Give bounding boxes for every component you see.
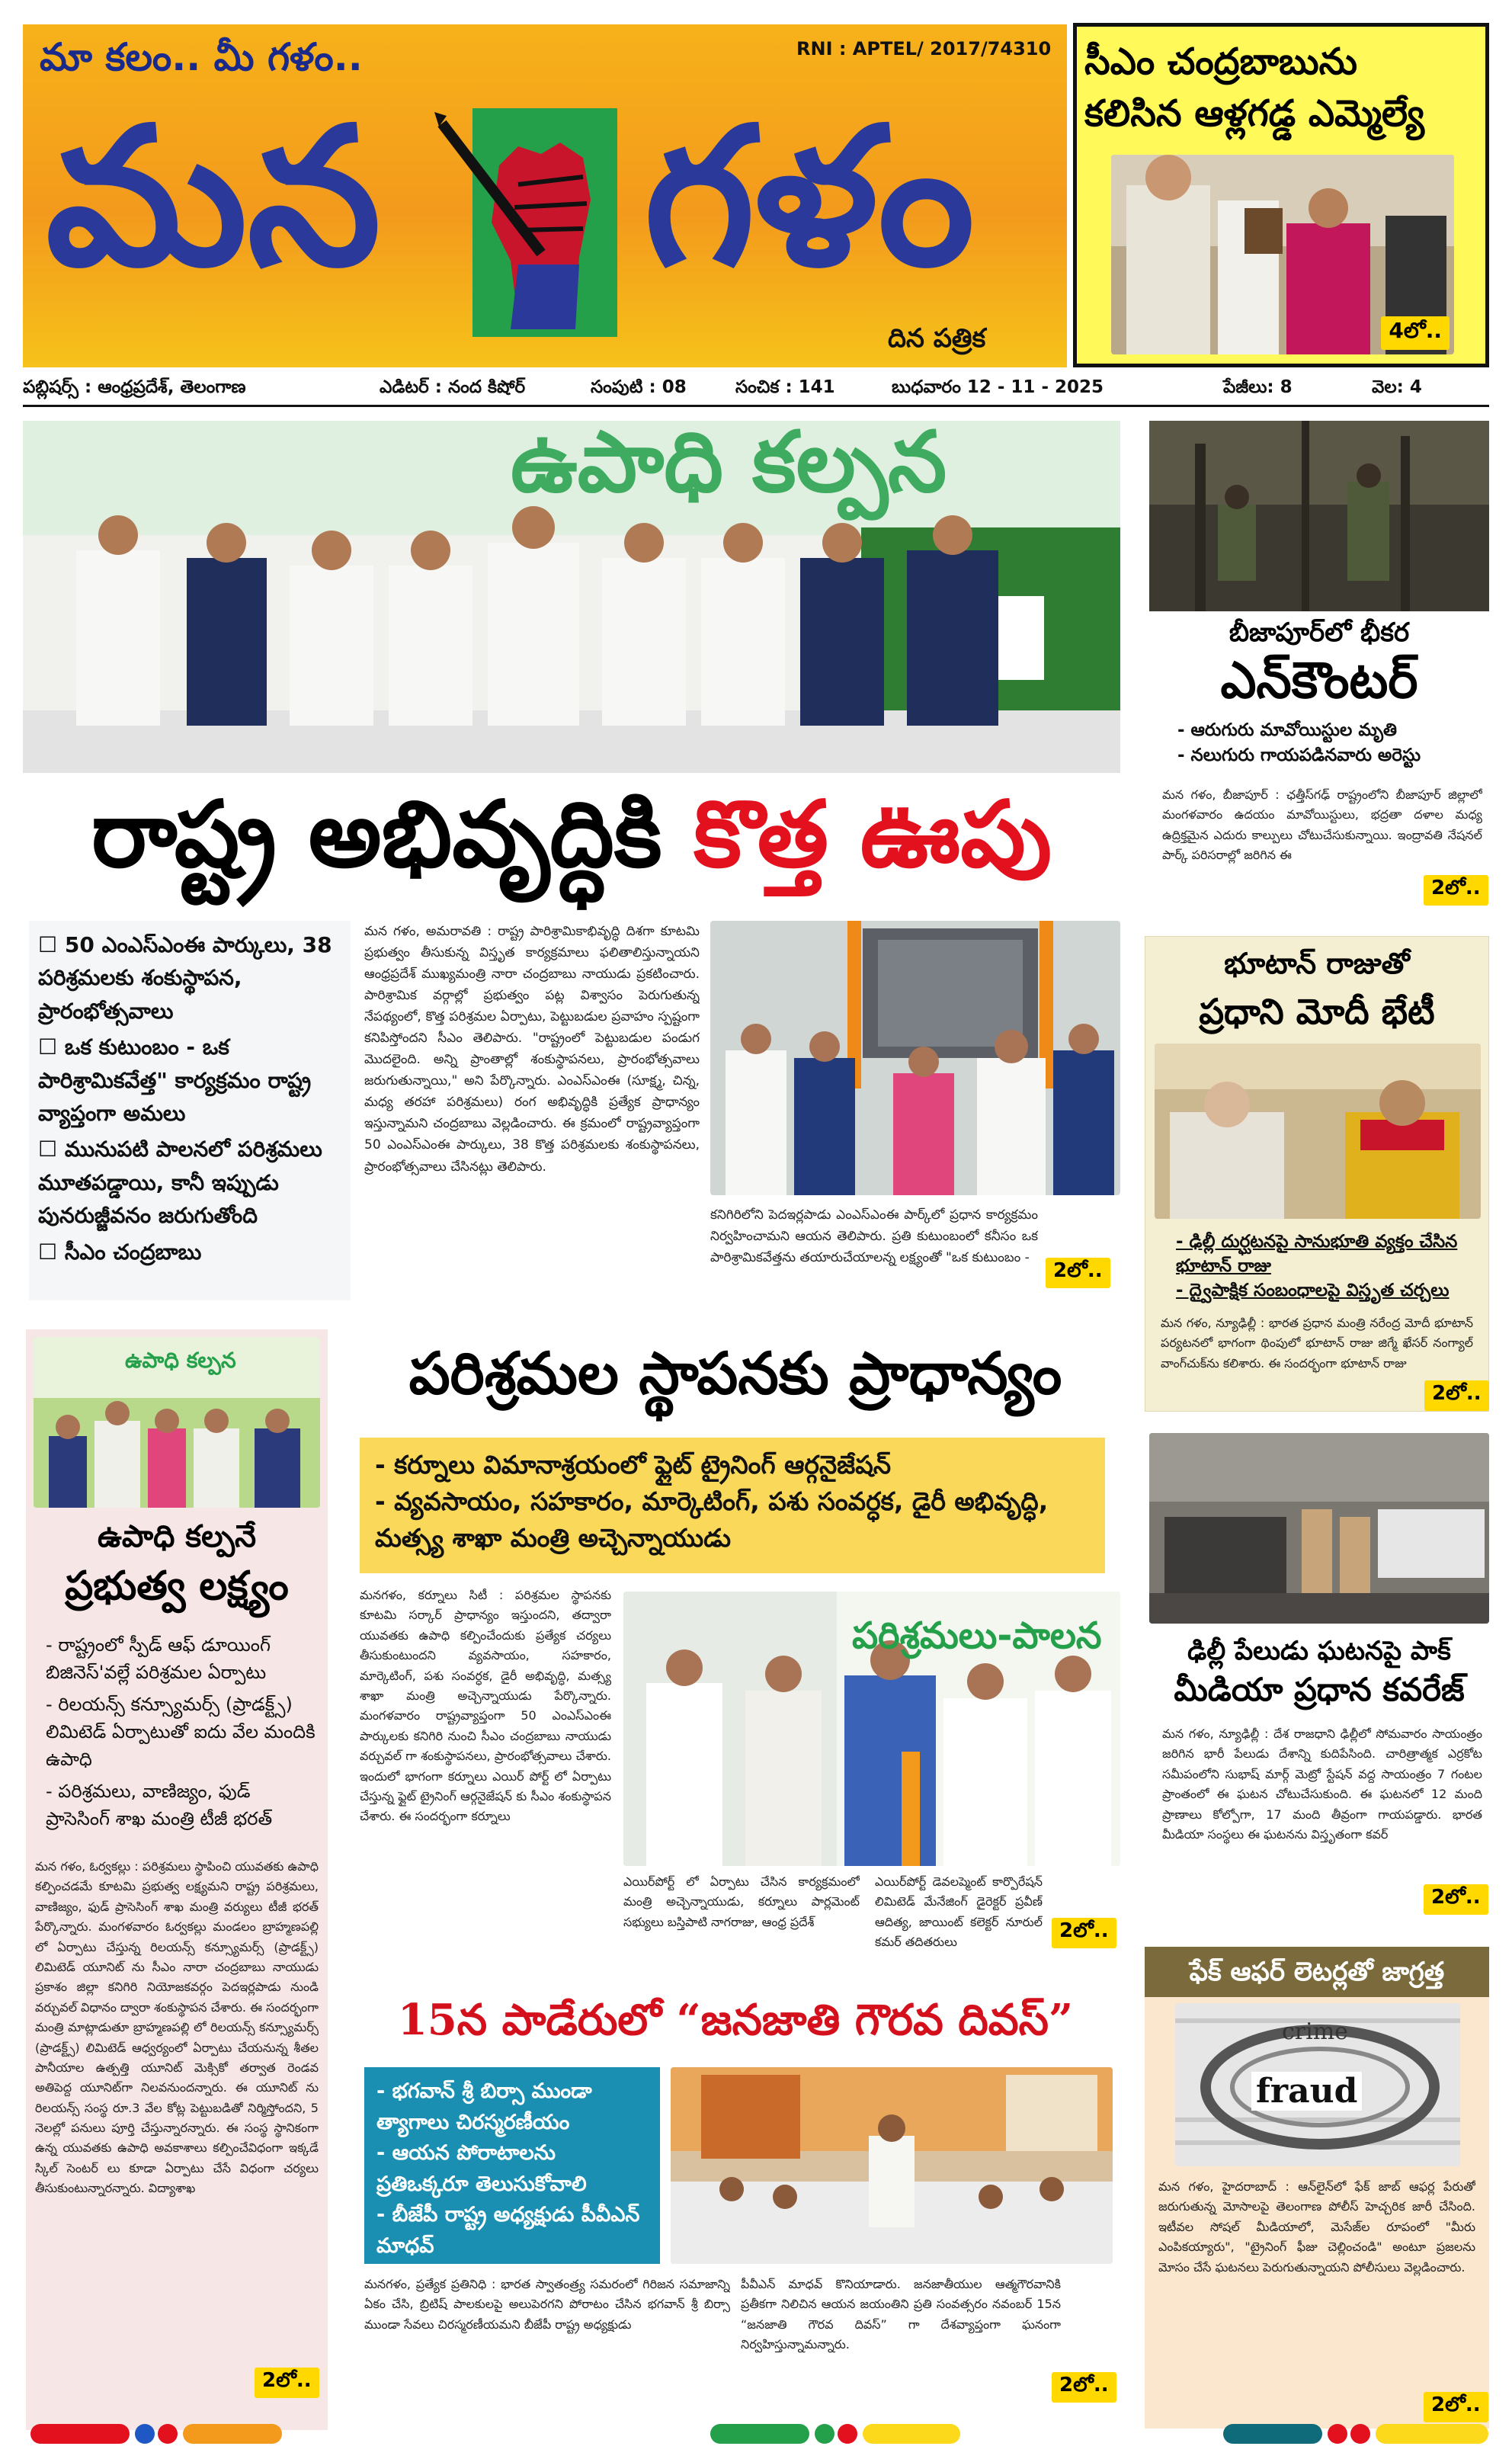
janajati-body-2: పీవీఎన్ మాధవ్ కొనియాడారు. జనజాతీయుల ఆత్మగౌరవానికి ప్రతీకగా నిలిచిన ఆయన జయంతిని ప్రతి సంవత్సరం నవంబర్ 15న “జనజాతి గౌరవ దివస్” గా దేశవ్యాప్తంగా ఘనంగా నిర్వహిస్తున్నామన్నారు. — [741, 2277, 1061, 2352]
encounter-headline: ఎన్‌కౌంటర్ — [1220, 650, 1418, 710]
jobs-event-photo — [34, 1337, 320, 1508]
encounter-photo — [1149, 421, 1489, 611]
bhutan-more[interactable]: 2లో.. — [1424, 1380, 1489, 1411]
footer-color-bar-right — [1223, 2424, 1490, 2444]
jobs-headline-2: ప్రభుత్వ లక్ష్యం — [65, 1563, 289, 1609]
janajati-more[interactable]: 2లో.. — [1052, 2372, 1116, 2403]
industries-photo — [623, 1592, 1120, 1866]
fake-offer-headline: ఫేక్ ఆఫర్ లెటర్లతో జాగ్రత్త — [1145, 1947, 1489, 1997]
lead-bullet: ☐ ఒక కుటుంబం - ఒక పారిశ్రామికవేత్త" కార్యక్రమం రాష్ట్ర వ్యాప్తంగా అమలు — [38, 1034, 312, 1126]
jobs-body: మన గళం, ఓర్వకల్లు : పరిశ్రమలు స్థాపించి యువతకు ఉపాధి కల్పించడమే కూటమి ప్రభుత్వ లక్ష్యమని రాష్ట్ర పరిశ్రమలు, వాణిజ్యం, ఫుడ్ ప్రాసెసింగ్ శాఖ మంత్రి వర్యులు టీజీ భరత్ పేర్కొన్నారు. మంగళవారం ఓర్వకల్లు మండలం బ్రాహ్మణపల్లి లో ఏర్పాటు చేస్తున్న రిలయన్స్ కన్స్యూమర్స్ (ప్రాడక్ట్స్) లిమిటెడ్ యూనిట్ ను సీఎం నారా చంద్రబాబు నాయుడు ప్రకాశం జిల్లా కనిగిరి నియోజకవర్గం పెదఇర్లపాడు నుండి వర్చువల్ విధానం ద్వారా శంకుస్థాపన చేశారు. ఈ సందర్భంగా మంత్రి మాట్లాడుతూ బ్రాహ్మణపల్లి లో రిలయన్స్ కన్స్యూమర్స్ (ప్రాడక్ట్స్) లిమిటెడ్ ఆధ్వర్యంలో ఏర్పాటు చేయనున్న శీతల పానీయాల ఉత్పత్తి యూనిట్ మెక్సికో తర్వాత రెండవ అతిపెద్ద యూనిట్‌గా నిలవనుందన్నారు. ఈ యూనిట్ ను రిలయన్స్ సంస్థ రూ.3 వేల కోట్ల పెట్టుబడితో నిర్మిస్తోందని, 5 నెలల్లో పనులు పూర్తి చేస్తున్నారన్నారు. ఈ సంస్థ స్థానికంగా ఉన్న యువతకు ఉపాధి అవకాశాలు కల్పించేవిధంగా ఇక్కడే స్కిల్ సెంటర్ లు కూడా ఏర్పాటు చేసే విధంగా చర్యలు తీసుకుంటున్నారన్నారు. విద్యాశాఖ — [35, 1859, 319, 2196]
lead-bullet-box — [29, 921, 351, 1300]
editor-info: ఎడిటర్ : నంద కిషోర్ — [380, 377, 526, 397]
masthead-subtitle: దిన పత్రిక — [888, 323, 986, 354]
lead-more[interactable]: 2లో.. — [1046, 1258, 1110, 1288]
rni-number: RNI : APTEL/ 2017/74310 — [796, 38, 1052, 59]
jobs-bullet: - పరిశ్రమలు, వాణిజ్యం, ఫుడ్ ప్రాసెసింగ్ శాఖ మంత్రి టీజీ భరత్ — [46, 1781, 273, 1829]
issue-info: సంచిక : 141 — [735, 377, 835, 397]
industries-bullet-box — [360, 1438, 1105, 1573]
bhutan-body: మన గళం, న్యూఢిల్లీ : భారత ప్రధాన మంత్రి నరేంద్ర మోదీ భూటాన్ పర్యటనలో భాగంగా థింపులో భూటాన్ రాజు జిగ్మే ఖేసర్ నంగ్యాల్ వాంగ్‌చుక్‌ను కలిశారు. ఈ సందర్భంగా భూటాన్ రాజు — [1161, 1316, 1473, 1371]
date-info: బుధవారం 12 - 11 - 2025 — [892, 377, 1104, 397]
janajati-bullet: - భగవాన్ శ్రీ బిర్సా ముండా త్యాగాలు చిరస్మరణీయం — [376, 2079, 592, 2134]
lead-inauguration-photo — [710, 921, 1120, 1195]
bhutan-story — [1145, 936, 1489, 1412]
encounter-kicker: బీజాపూర్‌లో భీకర — [1228, 617, 1410, 648]
bhutan-headline-1: భూటాన్ రాజుతో — [1224, 946, 1410, 980]
price-info: వెల: 4 — [1372, 377, 1422, 397]
jobs-story — [26, 1329, 328, 2430]
fake-offer-more[interactable]: 2లో.. — [1424, 2392, 1488, 2422]
publisher-info: పబ్లిషర్స్ : ఆంధ్రప్రదేశ్, తెలంగాణ — [23, 377, 246, 397]
lead-headline-black: రాష్ట్ర అభివృద్ధికి — [91, 781, 662, 888]
lead-headline-red: కొత్త ఊపు — [694, 781, 1052, 888]
bhutan-headline-2: ప్రధాని మోదీ భేటీ — [1199, 991, 1435, 1032]
delhi-body: మన గళం, న్యూఢిల్లీ : దేశ రాజధాని ఢిల్లీలో సోమవారం సాయంత్రం జరిగిన భారీ పేలుడు దేశాన్ని కుదిపేసింది. చారిత్రాత్మక ఎర్రకోట సమీపంలోని సుభాష్ మార్గ్ మెట్రో స్టేషన్ వద్ద సాయంత్రం 7 గంటల ప్రాంతంలో ఈ ఘటన చోటుచేసుకుంది. ఈ ఘటనలో 12 మంది ప్రాణాలు కోల్పోగా, 17 మంది తీవ్రంగా గాయపడ్డారు. భారత మీడియా సంస్థలు ఈ ఘటనను విస్తృతంగా కవర్ — [1162, 1726, 1482, 1842]
lead-bullet: ☐ 50 ఎంఎస్‌ఎంఈ పార్కులు, 38 పరిశ్రమలకు శంకుస్థాపన, ప్రారంభోత్సవాలు — [38, 932, 332, 1024]
top-right-more[interactable]: 4లో.. — [1381, 316, 1450, 350]
industries-bullet: - వ్యవసాయం, సహకారం, మార్కెటింగ్, పశు సంవర్ధక, డైరీ అభివృద్ధి, మత్స్య శాఖా మంత్రి అచ్చెన్నాయుడు — [375, 1486, 1049, 1553]
encounter-bullet: - ఆరుగురు మావోయిస్టుల మృతి — [1177, 720, 1397, 740]
industries-banner-text: పరిశ్రమలు-పాలన — [852, 1614, 1102, 1657]
janajati-meeting-photo — [671, 2067, 1113, 2264]
lead-photo — [23, 421, 1120, 773]
encounter-bullet: - నలుగురు గాయపడినవారు అరెస్టు — [1177, 745, 1421, 766]
delhi-headline-1: ఢిల్లీ పేలుడు ఘటనపై పాక్ — [1187, 1636, 1451, 1666]
encounter-bullets — [1177, 718, 1482, 769]
bhutan-bullets — [1176, 1230, 1481, 1303]
pages-info: పేజీలు: 8 — [1223, 377, 1293, 397]
janajati-bullet: - ఆయన పోరాటాలను ప్రతిఒక్కరూ తెలుసుకోవాలి — [376, 2141, 587, 2196]
top-right-headline-2: కలిసిన ఆళ్లగడ్డ ఎమ్మెల్యే — [1084, 92, 1425, 135]
jobs-bullet: - రాష్ట్రంలో స్పీడ్ ఆఫ్ డూయింగ్ బిజినెస్‌'వల్లే పరిశ్రమల ఏర్పాటు — [46, 1634, 271, 1683]
masthead-title-left: మన — [46, 86, 381, 308]
industries-body: మనగళం, కర్నూలు సిటీ : పరిశ్రమల స్థాపనకు కూటమి సర్కార్ ప్రాధాన్యం ఇస్తుందని, తద్వారా యువతకు ఉపాధి కల్పించేందుకు ప్రత్యేక చర్యలు తీసుకుంటుందని వ్యవసాయం, సహకారం, మార్కెటింగ్, పశు సంవర్ధక, డైరీ అభివృద్ధి, మత్స్య శాఖా మంత్రి అచ్చెన్నాయుడు పేర్కొన్నారు. మంగళవారం రాష్ట్రవ్యాప్తంగా 50 ఎంఎస్‌ఎంఈ పార్కులకు కనిగిరి నుంచి సీఎం చంద్రబాబు నాయుడు వర్చువల్ గా శంకుస్థాపనలు, ప్రారంభోత్సవాలు చేశారు. ఇందులో భాగంగా కర్నూలు ఎయిర్ పోర్ట్ లో ఏర్పాటు చేస్తున్న ఫ్లైట్ ట్రైనింగ్ ఆర్గనైజేషన్ కు సీఎం శంకుస్థాపన చేశారు. ఈ సందర్భంగా కర్నూలు — [360, 1588, 611, 1824]
volume-info: సంపుటి : 08 — [591, 377, 687, 397]
janajati-body-1: మనగళం, ప్రత్యేక ప్రతినిధి : భారత స్వాతంత్ర్య సమరంలో గిరిజన సమాజాన్ని ఏకం చేసి, బ్రిటిష్ పాలకులపై అలుపెరగని పోరాటం చేసిన భగవాన్ శ్రీ బిర్సా ముండా సేవలు చిరస్మరణీయమని బీజేపీ రాష్ట్ర అధ్యక్షుడు — [364, 2277, 730, 2332]
jobs-bullet: - రిలయన్స్ కన్స్యూమర్స్ (ప్రాడక్ట్స్) లిమిటెడ్ ఏర్పాటుతో ఐదు వేల మందికి ఉపాధి — [46, 1694, 316, 1770]
janajati-bullet-box — [364, 2067, 660, 2264]
footer-color-bar-left — [30, 2424, 305, 2444]
masthead — [23, 24, 1067, 367]
janajati-bullet: - బీజేపీ రాష్ట్ర అధ్యక్షుడు పీవీఎన్ మాధవ్ — [376, 2203, 640, 2258]
jobs-banner-text: ఉపాధి కల్పన — [125, 1348, 236, 1373]
info-bar — [23, 373, 1489, 407]
crime-text: crime — [1282, 2018, 1348, 2045]
footer-color-bar-center — [710, 2424, 962, 2444]
industries-more[interactable]: 2లో.. — [1052, 1918, 1116, 1948]
industries-headline: పరిశ్రమల స్థాపనకు ప్రాధాన్యం — [408, 1339, 1062, 1407]
industries-caption-2: ఎయిర్‌పోర్ట్ డెవలప్మెంట్ కార్పొరేషన్ లిమిటెడ్ మేనేజింగ్ డైరెక్టర్ ప్రవీణ్ ఆదిత్య, జాయింట్ కలెక్టర్ నూరుల్ కమర్ తదితరులు — [875, 1874, 1043, 1950]
tagline: మా కలం.. మీ గళం.. — [40, 35, 363, 79]
fist-pen-logo — [427, 93, 629, 345]
industries-caption-1: ఎయిర్‌పోర్ట్ లో ఏర్పాటు చేసిన కార్యక్రమంలో మంత్రి అచ్చెన్నాయుడు, కర్నూలు పార్లమెంట్ సభ్యులు బస్తిపాటి నాగరాజు, ఆంధ్ర ప్రదేశ్ — [623, 1874, 860, 1929]
lead-bullet: ☐ సీఎం చంద్రబాబు — [38, 1239, 202, 1265]
encounter-more[interactable]: 2లో.. — [1424, 875, 1488, 906]
lead-caption: కనిగిరిలోని పెదఇర్లపాడు ఎంఎస్‌ఎంఈ పార్క్‌లో ప్రధాన కార్యక్రమం నిర్వహించామని ఆయన తెలిపారు. ప్రతి కుటుంబంలో కనీసం ఒక పారిశ్రామికవేత్తను తయారుచేయాలన్న లక్ష్యంతో "ఒక కుటుంబం - — [710, 1207, 1038, 1266]
lead-body: మన గళం, అమరావతి : రాష్ట్ర పారిశ్రామికాభివృద్ధి దిశగా కూటమి ప్రభుత్వం తీసుకున్న విస్తృత కార్యక్రమాలు ఫలితాలిస్తున్నాయని ఆంధ్రప్రదేశ్ ముఖ్యమంత్రి నారా చంద్రబాబు నాయుడు ప్రకటించారు. పారిశ్రామిక వర్గాల్లో ప్రభుత్వం పట్ల విశ్వాసం పెరుగుతున్న నేపథ్యంలో, కొత్త పరిశ్రమల ఏర్పాటు, పెట్టుబడుల ప్రవాహం స్పష్టంగా కనిపిస్తోందని సీఎం తెలిపారు. "రాష్ట్రంలో పెట్టుబడుల పండుగ మొదలైంది. అన్ని ప్రాంతాల్లో శంకుస్థాపనలు, ప్రారంభోత్సవాలు జరుగుతున్నాయి," అని పేర్కొన్నారు. ఎంఎస్‌ఎంఈ (సూక్ష్మ, చిన్న, మధ్య తరహా పరిశ్రమలు) రంగ అభివృద్ధికి ప్రత్యేక ప్రాధాన్యం ఇస్తున్నామని చంద్రబాబు వెల్లడించారు. ఈ క్రమంలో రాష్ట్రవ్యాప్తంగా 50 ఎంఎస్‌ఎంఈ పార్కులు, 38 కొత్త పరిశ్రమలకు శంకుస్థాపనలు, ప్రారంభోత్సవాలు చేసినట్లు తెలిపారు. — [364, 924, 700, 1175]
jobs-headline-1: ఉపాధి కల్పనే — [97, 1518, 257, 1554]
lead-bullet: ☐ మునుపటి పాలనలో పరిశ్రమలు మూతపడ్డాయి, కానీ ఇప్పుడు పునరుజ్జీవనం జరుగుతోంది — [38, 1137, 322, 1229]
industries-bullet: - కర్నూలు విమానాశ్రయంలో ఫ్లైట్ ట్రైనింగ్ ఆర్గనైజేషన్ — [375, 1450, 891, 1480]
fake-offer-body: మన గళం, హైదరాబాద్ : ఆన్‌లైన్‌లో ఫేక్ జాబ్ ఆఫర్ల పేరుతో జరుగుతున్న మోసాలపై తెలంగాణ పోలీస్ హెచ్చరిక జారీ చేసింది. ఇటీవల సోషల్ మీడియాలో, మెసేజ్‌ల రూపంలో "మీరు ఎంపికయ్యారు", "ట్రైనింగ్ ఫీజు చెల్లించండి" అంటూ ప్రజలను మోసం చేసే ఘటనలు పెరుగుతున్నాయని పోలీసులు వెల్లడించారు. — [1158, 2179, 1475, 2275]
jobs-more[interactable]: 2లో.. — [255, 2368, 319, 2398]
masthead-title-right: గళం — [644, 86, 975, 308]
top-right-news-box — [1073, 23, 1489, 367]
bhutan-meeting-photo — [1155, 1044, 1481, 1219]
lead-banner-text: ఉపాధి కల్పన — [511, 421, 947, 511]
fraud-photo — [1175, 2003, 1460, 2166]
delhi-headline-2: మీడియా ప్రధాన కవరేజ్ — [1174, 1671, 1465, 1708]
encounter-body: మన గళం, బీజాపూర్ : ఛత్తీస్‌గఢ్ రాష్ట్రంలోని బీజాపూర్ జిల్లాలో మంగళవారం ఉదయం మావోయిస్టులు, భద్రతా దళాల మధ్య ఉద్రిక్తమైన ఎదురు కాల్పులు చోటుచేసుకున్నాయి. ఇంద్రావతి నేషనల్ పార్క్ పరిసరాల్లో జరిగిన ఈ — [1162, 787, 1482, 863]
delhi-more[interactable]: 2లో.. — [1424, 1884, 1488, 1915]
delhi-blast-photo — [1149, 1433, 1489, 1624]
cm-meeting-photo — [1111, 155, 1454, 354]
janajati-headline: 15న పాడేరులో “జనజాతి గౌరవ దివస్” — [397, 1995, 1074, 2045]
fraud-text: fraud — [1251, 2072, 1362, 2111]
jobs-bullets — [46, 1631, 320, 1832]
fake-offer-story — [1145, 1947, 1489, 2429]
top-right-headline-1: సీఎం చంద్రబాబును — [1084, 40, 1357, 83]
lead-headline — [23, 777, 1120, 892]
bhutan-bullet: - ద్వైపాక్షిక సంబంధాలపై విస్తృత చర్చలు — [1176, 1281, 1450, 1301]
bhutan-bullet: - ఢిల్లీ దుర్ఘటనపై సానుభూతి వ్యక్తం చేసిన భూటాన్ రాజు — [1176, 1232, 1458, 1277]
